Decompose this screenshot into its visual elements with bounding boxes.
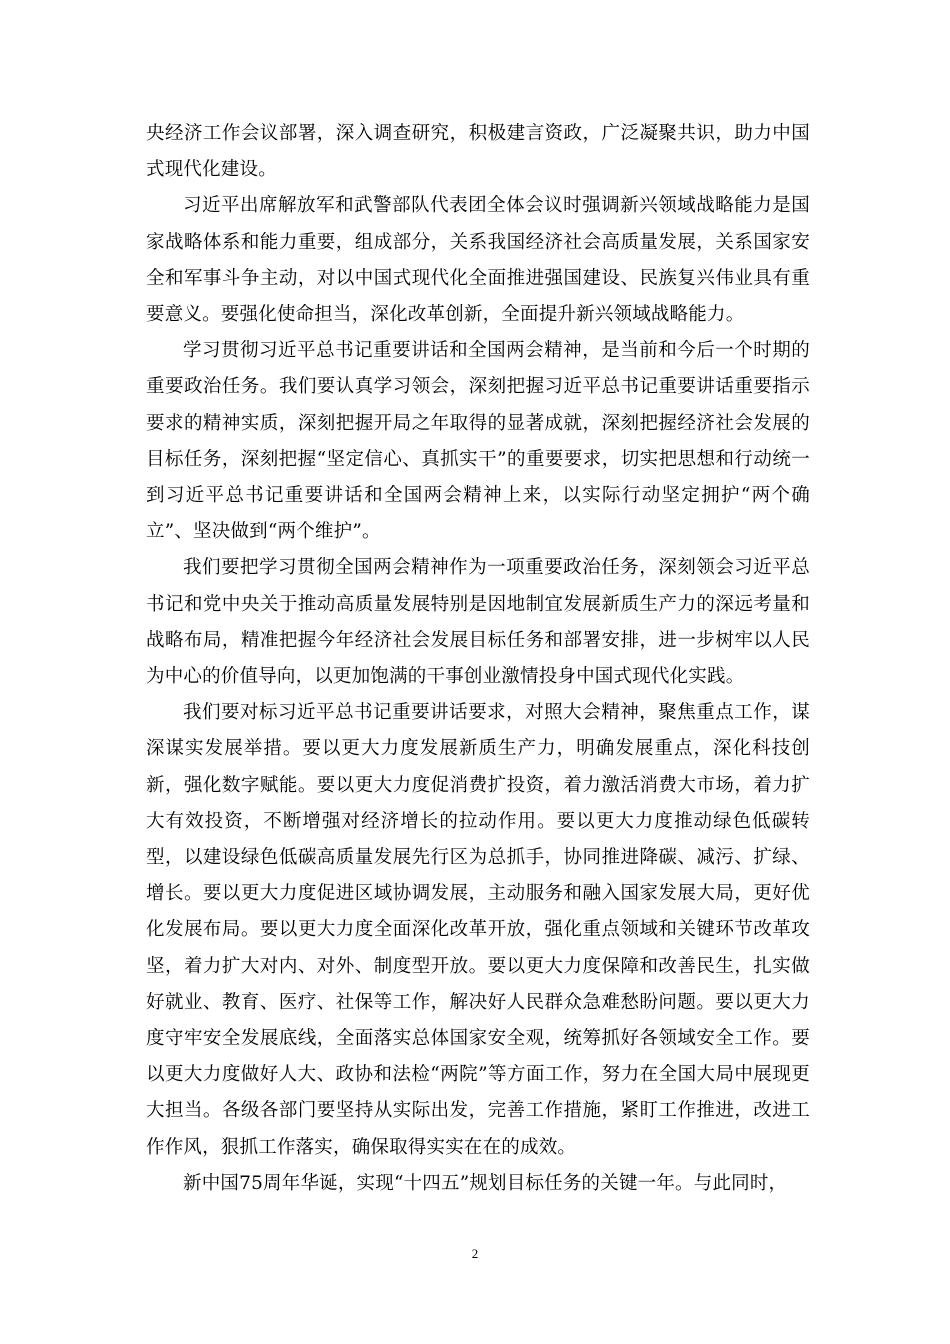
body-text [146,116,810,1202]
paragraph-continues: 新中国75周年华诞，实现“十四五”规划目标任务的关键一年。与此同时， [183,1172,788,1194]
paragraph-continued: 央经济工作会议部署，深入调查研究，积极建言资政，广泛凝聚共识，助力中国式现代化建设。 [146,123,810,181]
paragraph: 习近平出席解放军和武警部队代表团全体会议时强调新兴领域战略能力是国家战略体系和能力重要，组成部分，关系我国经济社会高质量发展，关系国家安全和军事斗争主动，对以中国式现代化全面推进强国建设、民族复兴伟业具有重要意义。要强化使命担当，深化改革创新，全面提升新兴领域战略能力。 [146,195,810,326]
paragraph: 学习贯彻习近平总书记重要讲话和全国两会精神，是当前和今后一个时期的重要政治任务。我们要认真学习领会，深刻把握习近平总书记重要讲话重要指示要求的精神实质，深刻把握开局之年取得的显著成就，深刻把握经济社会发展的目标任务，深刻把握“坚定信心、真抓实干”的重要要求，切实把思想和行动统一到习近平总书记重要讲话和全国两会精神上来，以实际行动坚定拥护“两个确立”、坚决做到“两个维护”。 [146,340,810,543]
paragraph: 我们要把学习贯彻全国两会精神作为一项重要政治任务，深刻领会习近平总书记和党中央关于推动高质量发展特别是因地制宜发展新质生产力的深远考量和战略布局，精准把握今年经济社会发展目标任务和部署安排，进一步树牢以人民为中心的价值导向，以更加饱满的干事创业激情投身中国式现代化实践。 [146,557,810,688]
paragraph: 我们要对标习近平总书记重要讲话要求，对照大会精神，聚焦重点工作，谋深谋实发展举措。要以更大力度发展新质生产力，明确发展重点，深化科技创新，强化数字赋能。要以更大力度促消费扩投资，着力激活消费大市场，着力扩大有效投资，不断增强对经济增长的拉动作用。要以更大力度推动绿色低碳转型，以建设绿色低碳高质量发展先行区为总抓手，协同推进降碳、减污、扩绿、增长。要以更大力度促进区域协调发展，主动服务和融入国家发展大局，更好优化发展布局。要以更大力度全面深化改革开放，强化重点领域和关键环节改革攻坚，着力扩大对内、对外、制度型开放。要以更大力度保障和改善民生，扎实做好就业、教育、医疗、社保等工作，解决好人民群众急难愁盼问题。要以更大力度守牢安全发展底线，全面落实总体国家安全观，统筹抓好各领域安全工作。要以更大力度做好人大、政协和法检“两院”等方面工作，努力在全国大局中展现更大担当。各级各部门要坚持从实际出发，完善工作措施，紧盯工作推进，改进工作作风，狠抓工作落实，确保取得实实在在的成效。 [146,702,810,1158]
page-number: 2 [471,1246,479,1261]
